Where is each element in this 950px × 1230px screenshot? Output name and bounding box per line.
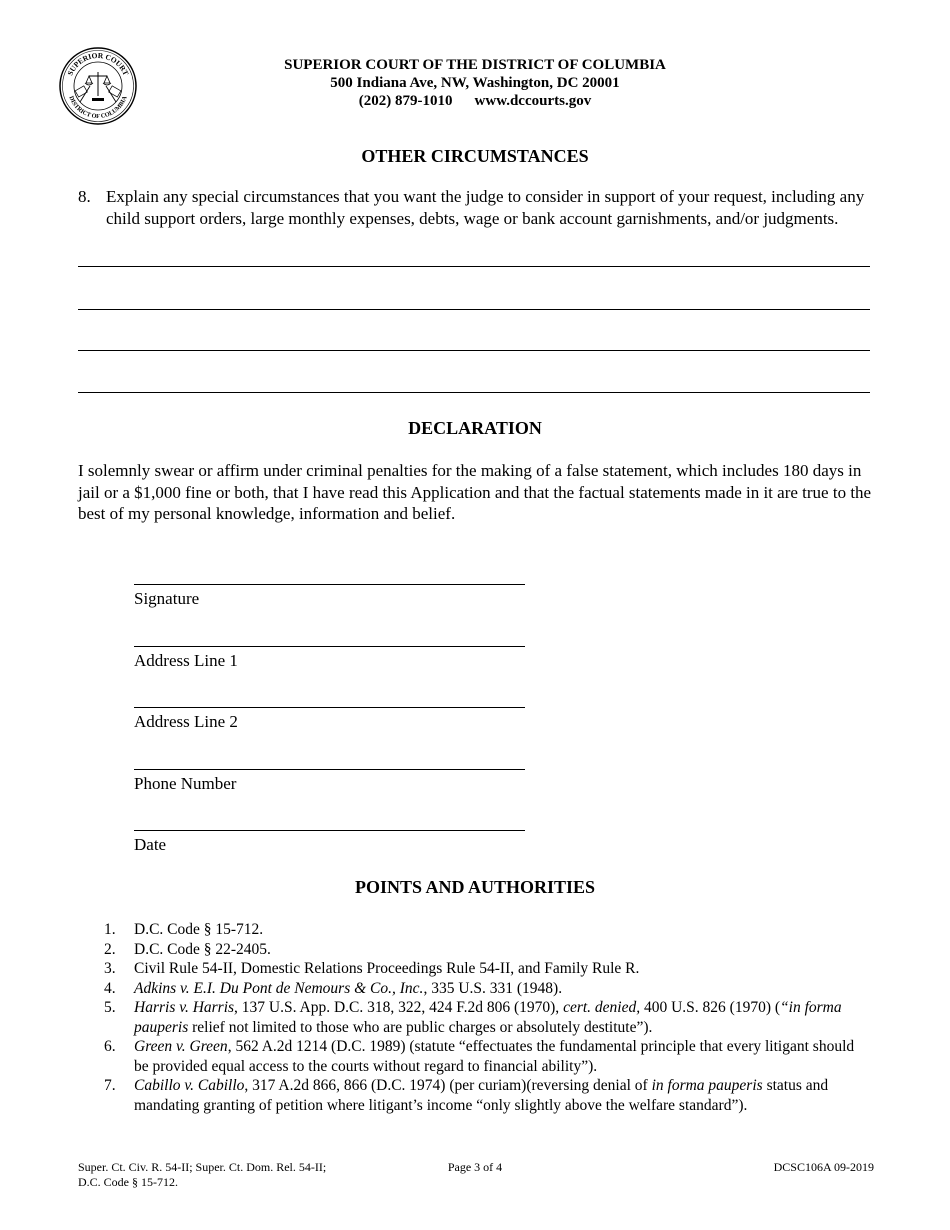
phone-number-line[interactable]	[134, 769, 525, 770]
item-number: 3.	[104, 960, 116, 977]
seal-bottom-text: DISTRICT OF COLUMBIA	[67, 95, 129, 121]
question-text: Explain any special circumstances that you want the judge to consider in support of your request, including any child support orders, large monthly expenses, debts, wage or bank account garnishments, and/or judgments.	[106, 187, 865, 228]
form-code: DCSC106A 09-2019	[773, 1160, 874, 1174]
question-number: 8.	[78, 187, 91, 206]
other-circumstances-heading: OTHER CIRCUMSTANCES	[361, 146, 589, 166]
address-line-2[interactable]	[134, 707, 525, 708]
court-contact	[0, 92, 950, 110]
declaration-text: I solemnly swear or affirm under criminal penalties for the making of a false statement, which includes 180 days in jail or a $1,000 fine or both, that I have read this Application and that the factual statements made in it are true to the best of my personal knowledge, information and belief.	[78, 461, 872, 523]
list-item	[104, 998, 864, 1037]
citation-text: , 335 U.S. 331 (1948).	[423, 979, 563, 997]
citation-text: D.C. Code § 15-712.	[134, 921, 264, 938]
list-item	[104, 979, 864, 999]
court-website: www.dccourts.gov	[474, 93, 592, 109]
footer-rules-line-1: Super. Ct. Civ. R. 54-II; Super. Ct. Dom. Rel. 54-II;	[78, 1160, 327, 1174]
footer-rules-line-2: D.C. Code § 15-712.	[78, 1175, 178, 1189]
court-header	[0, 56, 950, 110]
citation-italic: in forma pauperis	[651, 1077, 763, 1094]
date-line[interactable]	[134, 830, 525, 831]
case-name: Adkins v. E.I. Du Pont de Nemours & Co., Inc.	[134, 979, 424, 997]
case-name: Cabillo v. Cabillo	[134, 1077, 245, 1094]
page-number: Page 3 of 4	[447, 1160, 503, 1174]
item-number: 2.	[104, 940, 116, 958]
list-item	[104, 1037, 864, 1076]
citation-italic: cert. denied,	[563, 999, 641, 1016]
court-name: SUPERIOR COURT OF THE DISTRICT OF COLUMBIA	[284, 57, 666, 73]
citation-text: relief not limited to those who are public charges or absolutely destitute”).	[188, 1018, 653, 1036]
list-item	[104, 920, 864, 940]
item-number: 6.	[104, 1038, 116, 1055]
citation-text: , 317 A.2d 866, 866 (D.C. 1974) (per curiam)(reversing denial of	[244, 1077, 652, 1094]
address-line-1-label: Address Line 1	[134, 651, 238, 670]
item-number: 7.	[104, 1077, 116, 1094]
item-number: 1.	[104, 921, 116, 938]
answer-line-1[interactable]	[78, 266, 870, 267]
answer-line-4[interactable]	[78, 392, 870, 393]
signature-line[interactable]	[134, 584, 525, 585]
authorities-list	[104, 920, 864, 1115]
citation-italic: “in forma pauperis	[134, 999, 842, 1036]
case-name: Harris v. Harris	[134, 999, 235, 1016]
date-label: Date	[134, 835, 167, 854]
address-line-2-label: Address Line 2	[134, 712, 238, 731]
item-number: 4.	[104, 979, 116, 997]
points-authorities-heading: POINTS AND AUTHORITIES	[354, 877, 596, 897]
court-address: 500 Indiana Ave, NW, Washington, DC 20001	[330, 75, 620, 91]
list-item	[104, 959, 864, 979]
question-8	[78, 186, 878, 229]
citation-text: status and mandating granting of petition where litigant’s income “only slightly above the welfare standard”).	[134, 1077, 829, 1114]
case-name: Green v. Green	[134, 1038, 228, 1055]
answer-line-3[interactable]	[78, 350, 870, 351]
phone-number-label: Phone Number	[134, 774, 237, 793]
citation-text: Civil Rule 54-II, Domestic Relations Proceedings Rule 54-II, and Family Rule R.	[134, 960, 640, 977]
list-item	[104, 1076, 864, 1115]
citation-text: D.C. Code § 22-2405.	[134, 940, 271, 958]
declaration-heading: DECLARATION	[408, 418, 542, 438]
signature-label: Signature	[134, 589, 200, 608]
seal-top-text: SUPERIOR COURT	[65, 50, 131, 77]
answer-line-2[interactable]	[78, 309, 870, 310]
citation-text: , 562 A.2d 1214 (D.C. 1989) (statute “effectuates the fundamental principle that every litigant should be provided equal access to the courts without regard to financial ability”).	[134, 1038, 855, 1075]
citation-text: 400 U.S. 826 (1970) (	[640, 999, 781, 1016]
list-item	[104, 940, 864, 960]
address-line-1[interactable]	[134, 646, 525, 647]
court-phone: (202) 879-1010	[358, 93, 453, 109]
item-number: 5.	[104, 999, 116, 1016]
citation-text: , 137 U.S. App. D.C. 318, 322, 424 F.2d 806 (1970),	[234, 999, 564, 1016]
